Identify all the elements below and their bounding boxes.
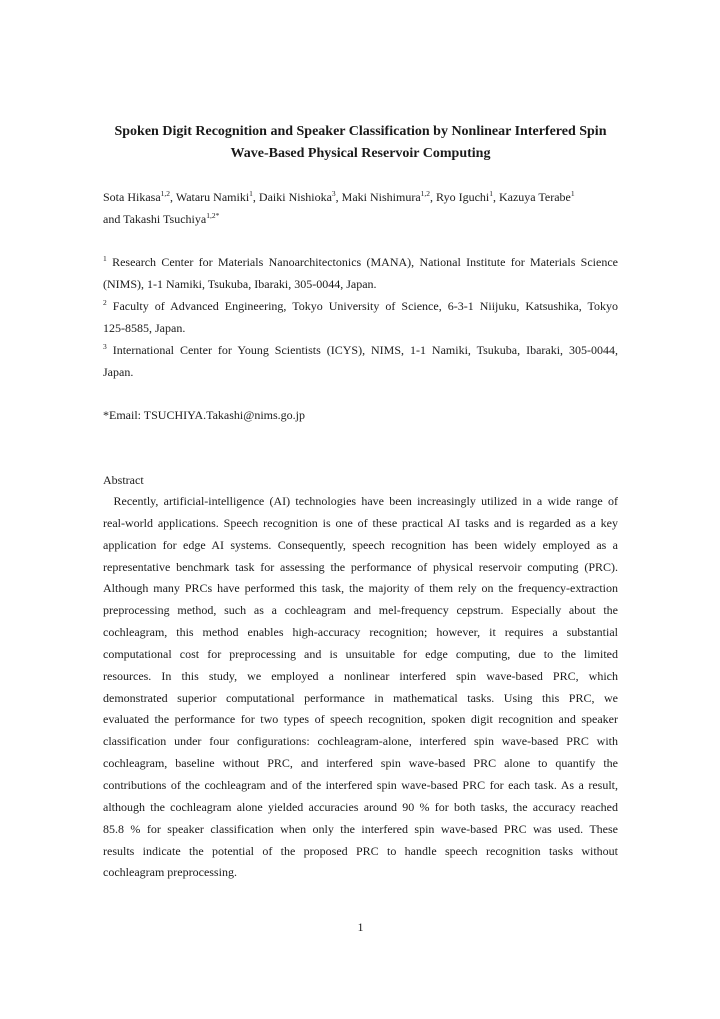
author: and Takashi Tsuchiya$^{1,2*}$ — [103, 211, 220, 226]
affiliation-item — [103, 339, 618, 383]
author-affiliation-mark: 1 — [570, 189, 575, 198]
abstract-line: Although many PRCs have performed this task, the majority of them rely on the frequency-extraction — [103, 581, 618, 596]
author: Ryo Iguchi$^1$, — [436, 189, 499, 204]
abstract-line: cochleagram preprocessing. — [103, 865, 237, 880]
abstract-heading: Abstract — [103, 473, 144, 487]
author: Maki Nishimura$^{1,2}$, — [341, 189, 437, 204]
abstract-line: preprocessing method, such as a cochleagram and mel-frequency cepstrum. Especially about the — [103, 603, 618, 618]
author-affiliation-mark: 3 — [331, 189, 336, 198]
abstract-line: although the cochleagram alone yielded accuracies around 90 % for both tasks, the accuracy reached — [103, 799, 618, 814]
abstract-line: computational cost for preprocessing and is unsuitable for edge computing, due to the limited — [103, 646, 618, 661]
abstract-line: cochleagram, this method enables high-accuracy recognition; however, it requires a substantial — [103, 625, 618, 640]
abstract-body — [103, 491, 618, 884]
author-affiliation-mark: 1,2 — [160, 189, 171, 198]
abstract-line: real-world applications. Speech recognition is one of these practical AI tasks and is regarded as a key — [103, 515, 618, 530]
affiliation-text: Faculty of Advanced Engineering, Tokyo University of Science, 6-3-1 Niijuku, Katsushika, Tokyo — [112, 299, 619, 313]
abstract-line: cochleagram, baseline without PRC, and interfered spin wave-based PRC alone to quantify the — [103, 756, 618, 771]
author: Sota Hikasa$^{1,2}$, — [103, 189, 176, 204]
author-affiliation-mark: 1,2* — [206, 211, 220, 220]
author: Daiki Nishioka$^3$, — [258, 189, 342, 204]
affiliation-number: 2 — [103, 298, 107, 307]
title-line-2: Wave-Based Physical Reservoir Computing — [230, 146, 491, 161]
title-line-1: Spoken Digit Recognition and Speaker Classification by Nonlinear Interfered Spin — [114, 124, 607, 139]
author: Wataru Namiki$^1$, — [175, 189, 259, 204]
affiliation-number: 1 — [103, 254, 107, 263]
author-affiliation-mark: 1 — [249, 189, 253, 198]
author-affiliation-mark: 1,2 — [420, 189, 431, 198]
affiliation-text: (NIMS), 1-1 Namiki, Tsukuba, Ibaraki, 305-0044, Japan. — [103, 277, 377, 291]
affiliation-number: 3 — [103, 342, 107, 351]
abstract-line: Recently, artificial-intelligence (AI) technologies have been increasingly utilized in a wide range of — [103, 494, 618, 508]
abstract-line: results indicate the potential of the proposed PRC to handle speech recognition tasks without — [103, 843, 618, 858]
affiliation-text: Japan. — [103, 365, 134, 379]
author-list — [103, 186, 618, 230]
page-number: 1 — [357, 920, 364, 934]
abstract-line: evaluated the performance for two types of speech recognition, spoken digit recognition and speaker — [103, 712, 618, 727]
abstract-line: contributions of the cochleagram and of the interfered spin wave-based PRC for each task. As a result, — [103, 777, 618, 792]
affiliation-text: International Center for Young Scientists (ICYS), NIMS, 1-1 Namiki, Tsukuba, Ibaraki, 305-0044, — [112, 343, 618, 357]
abstract-line: application for edge AI systems. Consequently, speech recognition has been widely employed as a — [103, 537, 618, 552]
affiliation-item — [103, 251, 618, 295]
corresponding-email[interactable]: *Email: TSUCHIYA.Takashi@nims.go.jp — [103, 408, 305, 422]
abstract-line: representative benchmark task for assessing the performance of physical reservoir computing (PRC). — [103, 559, 618, 574]
abstract-line: 85.8 % for speaker classification when only the interfered spin wave-based PRC was used. These — [103, 821, 618, 836]
abstract-line: resources. In this study, we employed a nonlinear interfered spin wave-based PRC, which — [103, 668, 618, 683]
affiliation-list — [103, 251, 618, 383]
abstract-line: classification under four configurations: cochleagram-alone, interfered spin wave-based PRC with — [103, 734, 618, 749]
author-affiliation-mark: 1 — [489, 189, 493, 198]
author: Kazuya Terabe$^1$ — [498, 189, 575, 204]
paper-title — [103, 121, 618, 165]
affiliation-text: Research Center for Materials Nanoarchitectonics (MANA), National Institute for Materials Science — [112, 255, 618, 269]
affiliation-item — [103, 295, 618, 339]
affiliation-text: 125-8585, Japan. — [103, 321, 186, 335]
abstract-line: demonstrated superior computational performance in mathematical tasks. Using this PRC, we — [103, 690, 618, 705]
